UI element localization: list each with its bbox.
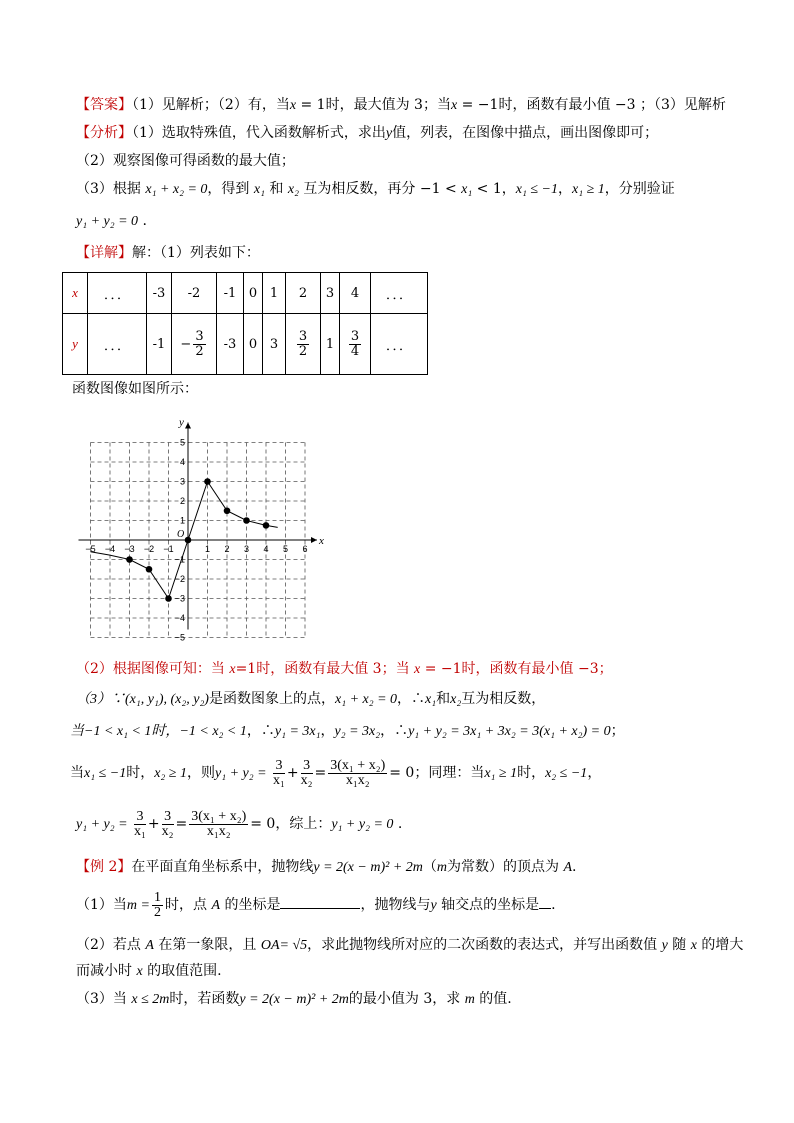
table-cell: ．．． [88,273,147,314]
x-tick-label: 3 [243,544,250,554]
origin-label: O [177,529,185,540]
table-cell: − $\frac{3}{2}$ [172,314,217,375]
analysis-line-4: y₁ + y₂ = 0 . [76,213,147,229]
question-3: （3）当 x ≤ 2m时，若函数y = 2(x − m)² + 2m的最小值为 3，求 m 的值. [76,991,512,1007]
example-2-tag: 【例 2】 [76,859,132,875]
fraction: $\frac{3}{2}$ [298,328,308,359]
x-tick-label: 1 [204,544,211,554]
table-cell [340,314,371,375]
y-tick-label: 4 [179,457,185,467]
solution-3-line-4: y₁ + y₂ = $\frac{3}{\text{x₁}}$ + $\frac{3}{\text{x₂}}$ = $\frac{\text{3(x₁ + x₂)}}{\text{x₁x₂}}$ = 0，综上：y₁ + y₂ = 0 . [76,808,403,839]
answer-tag: 【答案】 [76,97,132,113]
fraction: $\frac{3}{\text{x₁}}$ [134,808,146,839]
y-tick-label: 5 [179,437,185,448]
table-cell: 4 [340,273,371,314]
question-1: （1）当m = $\frac{1}{2}$ 时，点 A 的坐标是 ，抛物线与y 轴交点的坐标是 . [76,889,556,920]
analysis-line-3: （3）根据 x₁ + x₂ = 0，得到 x₁ 和 x₂ 互为相反数，再分 −1 < x₁ < 1，x₁ ≤ −1，x₁ ≥ 1，分别验证 [76,181,675,197]
fraction: $\frac{\text{3(x₁ + x₂)}}{\text{x₁x₂}}$ [191,808,247,839]
y-tick-label: 3 [179,476,185,487]
table-cell: -2 [172,273,217,314]
y-axis-label: y [179,416,184,429]
curve-right-branch [188,482,278,541]
data-point [243,517,250,524]
table-cell: 3 [321,273,340,314]
data-point [146,566,153,573]
data-point [126,556,133,563]
x-tick-label: 5 [282,544,289,554]
solution-2: （2）根据图像可知：当 x=1时，函数有最大值 3；当 x = −1时，函数有最小值 −3； [76,661,613,677]
y-tick-label: 2 [179,496,185,506]
question-2-line-1: （2）若点 A 在第一象限，且 OA= √5，求此抛物线所对应的二次函数的表达式，并写出函数值 y 随 x 的增大 [76,937,744,953]
x-tick-label: −5 [85,544,96,554]
table-row-y [63,314,428,375]
table-row-x [63,273,428,314]
x-tick-label: 2 [224,544,230,554]
x-tick-label: 4 [263,544,269,554]
table-cell: ．．． [88,314,147,375]
table-cell: 1 [321,314,340,375]
x-tick-label: 6 [302,544,308,554]
fraction: $\frac{3}{\text{x₂}}$ [161,808,174,839]
fraction: $\frac{3}{4}$ [350,328,360,359]
y-tick-label: −4 [174,613,185,623]
table-cell: 0 [244,273,263,314]
table-cell: 3 [263,314,286,375]
x-tick-label: −4 [104,544,116,554]
y-tick-label: 1 [179,515,185,526]
table-cell [286,314,321,375]
x-tick-label: −1 [163,544,174,554]
table-cell: -3 [217,314,244,375]
fraction: $\frac{1}{2}$ [153,889,161,920]
analysis-line-1: 【分析】（1）选取特殊值，代入函数解析式，求出y值，列表，在图像中描点，画出图像即可； [76,125,659,141]
table-cell: -3 [147,273,172,314]
table-cell: ．．． [371,273,428,314]
function-graph [75,405,340,650]
analysis-line-2: （2）观察图像可得函数的最大值； [76,153,295,169]
table-cell: -1 [217,273,244,314]
fraction: $\frac{\text{3(x₁ + x₂)}}{\text{x₁x₂}}$ [330,757,386,788]
value-table [62,272,428,375]
example-2-title: 【例 2】在平面直角坐标系中，抛物线y = 2(x − m)² + 2m（m为常数）的顶点为 A. [76,859,577,875]
y-axis-arrow [185,423,191,429]
solution-3-line-1: （3）∵(x₁, y₁), (x₂, y₂)是函数图象上的点，x₁ + x₂ = 0，∴x₁和x₂互为相反数， [76,691,546,707]
y-tick-label: −3 [174,593,185,604]
data-point [224,507,231,514]
fraction: $\frac{3}{\text{x₁}}$ [273,757,285,788]
x-axis-label: x [319,535,324,547]
x-axis-arrow [311,537,317,543]
table-cell: 2 [286,273,321,314]
question-2-line-2: 而减小时 x 的取值范围. [76,963,222,979]
detail-line: 【详解】解：（1）列表如下： [76,245,260,261]
answer-line: 【答案】（1）见解析；（2）有，当x = 1时，最大值为 3；当x = −1时，函数有最小值 −3 ；（3）见解析 [76,97,726,113]
data-point [185,537,192,544]
answer-blank[interactable] [280,896,360,909]
x-tick-label: −2 [143,544,155,554]
table-cell: 0 [244,314,263,375]
table-cell: ．．． [371,314,428,375]
detail-tag: 【详解】 [76,245,132,261]
x-tick-label: −3 [124,544,135,554]
y-tick-label: −1 [174,554,185,565]
y-tick-label: −2 [174,574,185,584]
table-cell: 1 [263,273,286,314]
table-cell: -1 [147,314,172,375]
data-point [165,595,172,602]
y-tick-label: −5 [174,632,185,643]
data-point [204,478,211,485]
table-header-y: y [63,314,88,375]
table-header-x: x [63,273,88,314]
graph-caption: 函数图像如图所示： [72,381,198,397]
analysis-tag: 【分析】 [76,125,132,141]
answer-blank[interactable] [539,896,551,909]
data-point [263,522,270,529]
fraction: $\frac{3}{\text{x₂}}$ [300,757,313,788]
solution-3-line-3: 当x₁ ≤ −1时，x₂ ≥ 1，则y₁ + y₂ = $\frac{3}{\text{x₁}}$ + $\frac{3}{\text{x₂}}$ = $\frac{\text{3(x₁ + x₂)}}{\text{x₁x₂}}$ = 0；同理：当x₁ ≥ 1时，x₂ ≤ −1， [70,757,602,788]
fraction: $\frac{3}{2}$ [195,328,204,359]
solution-3-line-2: 当−1 < x₁ < 1时，−1 < x₂ < 1，∴y₁ = 3x₁，y₂ = 3x₂，∴y₁ + y₂ = 3x₁ + 3x₂ = 3(x₁ + x₂) = 0； [70,723,625,739]
